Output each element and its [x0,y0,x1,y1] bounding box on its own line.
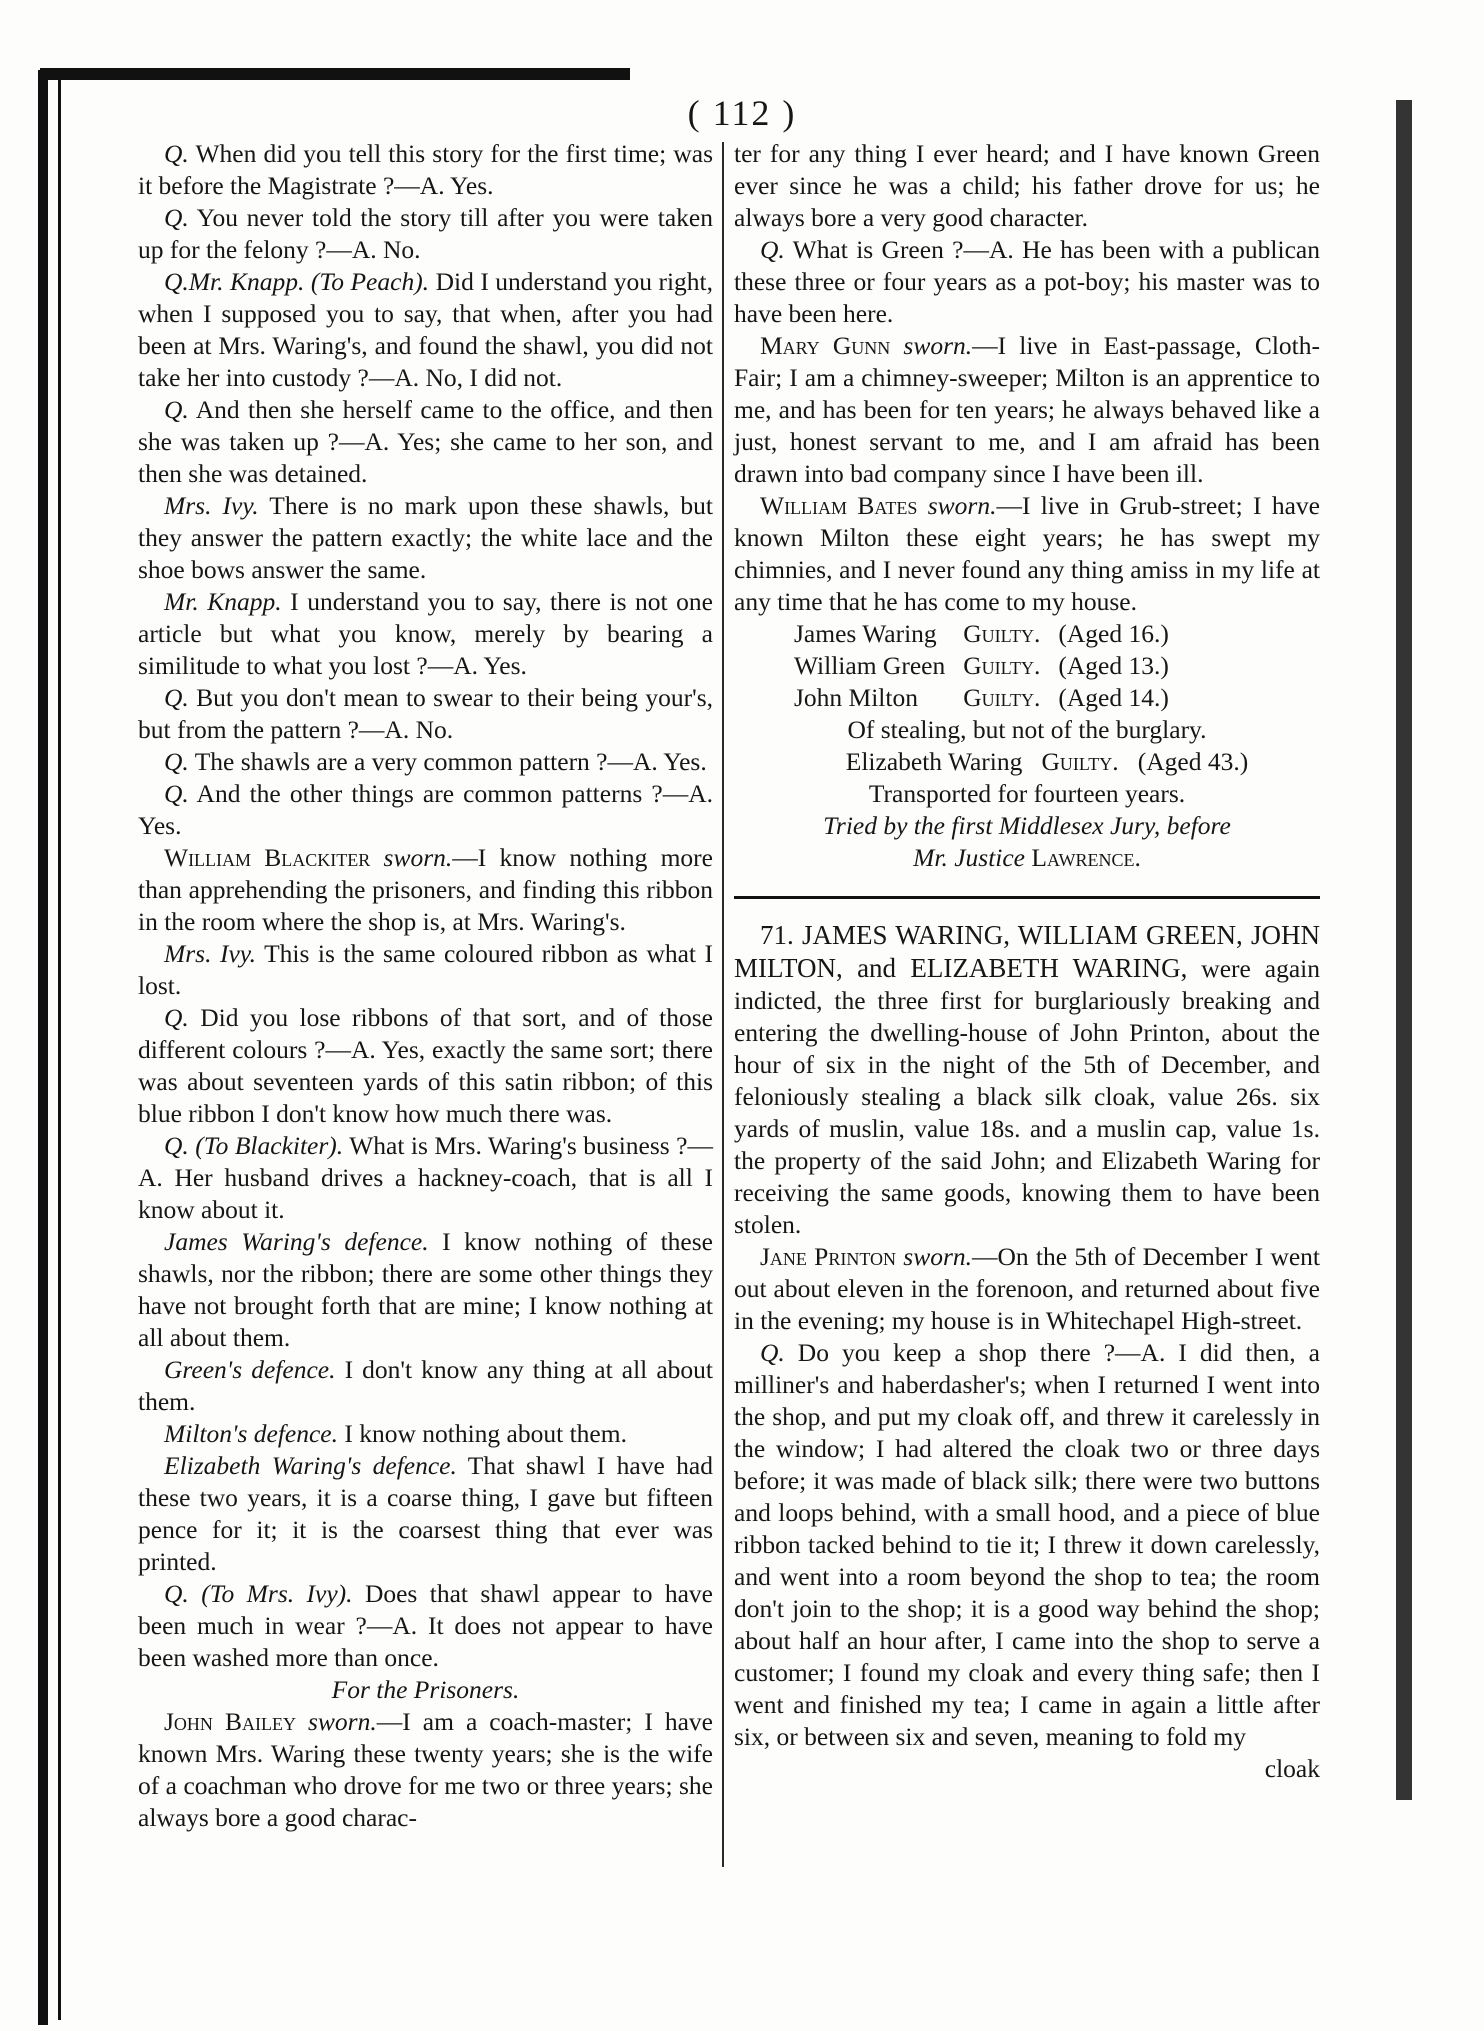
paragraph [138,586,713,682]
paragraph [734,490,1320,618]
paragraph [138,202,713,266]
speaker: Green's defence. [164,1355,336,1384]
witness-name: John Bailey [164,1707,296,1736]
paragraph [138,490,713,586]
paragraph [734,1337,1320,1753]
speaker: Mr. Knapp. [164,587,282,616]
paragraph [138,138,713,202]
question-marker: Q. [164,267,189,296]
witness-name: Jane Printon [760,1242,897,1271]
statement: This is the same coloured ribbon as what I lost. [138,939,713,1000]
section-heading: For the Prisoners. [331,1675,520,1704]
statement: Does that shawl appear to have been much in wear ?—A. It does not appear to have been washed more than once. [138,1579,713,1672]
paragraph [138,1706,713,1834]
question-marker: Q. [760,1338,785,1367]
paragraph [138,1354,713,1418]
sworn-label: sworn. [295,1707,377,1736]
statement: I don't know any thing at all about them. [138,1355,714,1416]
binding-edge-left [38,70,48,2025]
tried-judge-name: Lawrence. [1031,843,1141,872]
statement: I know nothing about them. [337,1419,627,1448]
top-rule [40,68,630,80]
paragraph [138,1578,713,1674]
case-title: 71. JAMES WARING, WILLIAM GREEN, JOHN MILTON, and ELIZABETH WARING, [734,920,1320,983]
statement: I understand you to say, there is not one article but what you know, merely by bearing a similitude to what you lost ?—A. Yes. [138,587,713,680]
section-rule [734,896,1320,899]
verdict-name: William Green [794,651,946,680]
question-marker: Q. [164,747,189,776]
tried-line-1: Tried by the first Middlesex Jury, before [823,811,1231,840]
speaker: Mr. Knapp. (To Peach). [188,267,430,296]
question-marker: Q. [760,235,785,264]
page-number: ( 112 ) [687,93,797,133]
statement: —I know nothing more than apprehending the prisoners, and finding this ribbon in the room where the shop is, at Mrs. Waring's. [138,843,713,936]
paragraph [138,842,713,938]
question-marker: Q. [164,395,189,424]
statement: But you don't mean to swear to their being your's, but from the pattern ?—A. No. [138,683,713,744]
verdict-value: Guilty. [1041,747,1119,776]
question-marker: Q. [164,1579,189,1608]
right-edge-shadow [1396,100,1412,1800]
witness-name: Mary Gunn [760,331,891,360]
statement: ter for any thing I ever heard; and I have known Green ever since he was a child; his father drove for us; he always bore a very good character. [734,139,1320,232]
verdict-verdict: Guilty. [963,619,1041,648]
statement: —I live in Grub-street; I have known Milton these eight years; he has swept my chimnies, and I never found any thing amiss in my life at any time that he has come to my house. [734,491,1320,616]
statement: When did you tell this story for the first time; was it before the Magistrate ?—A. Yes. [138,139,713,200]
speaker: Mrs. Ivy. [164,491,259,520]
question-marker: Q. [164,1003,189,1032]
question-marker: Q. [164,1131,189,1160]
catchword: cloak [1264,1754,1320,1783]
testimony-continued [734,138,1320,618]
case-text: were again indicted, the three first for burglariously breaking and entering the dwelling-house of John Printon, about the hour of six in the night of the 5th of December, and feloniously stealing a black silk cloak, value 26s. six yards of muslin, value 18s. and a muslin cap, value 1s. the property of the said John; and Elizabeth Waring for receiving the same goods, knowing them to have been stolen. [734,954,1320,1239]
sworn-label: sworn. [370,843,453,872]
verdict-verdict: Guilty. [963,651,1041,680]
paragraph [138,682,713,746]
speaker: (To Mrs. Ivy). [188,1579,353,1608]
left-column [138,138,713,1834]
paragraph [138,1130,713,1226]
paragraph [734,1241,1320,1337]
statement: Did you lose ribbons of that sort, and of those different colours ?—A. Yes, exactly the same sort; there was about seventeen yards of this satin ribbon; of this blue ribbon I don't know how much there was. [138,1003,713,1128]
verdict-row [794,618,1187,650]
statement: You never told the story till after you were taken up for the felony ?—A. No. [138,203,713,264]
statement: There is no mark upon these shawls, but they answer the pattern exactly; the white lace and the shoe bows answer the same. [138,491,714,584]
statement: And the other things are common patterns ?—A. Yes. [138,779,713,840]
statement: And then she herself came to the office, and then she was taken up ?—A. Yes; she came to her son, and then she was detained. [138,395,713,488]
question-marker: Q. [164,139,189,168]
statement: —On the 5th of December I went out about eleven in the forenoon, and returned about five in the evening; my house is in Whitechapel High-street. [734,1242,1321,1335]
question-marker: Q. [164,203,189,232]
sentence: Transported for fourteen years. [868,779,1186,808]
tried-judge-title: Mr. Justice [913,843,1032,872]
paragraph [138,938,713,1002]
verdict-name: James Waring [794,619,937,648]
speaker: Mrs. Ivy. [164,939,257,968]
sworn-label: sworn. [890,331,973,360]
statement: Do you keep a shop there ?—A. I did then, a milliner's and haberdasher's; when I returned I went into the shop, and put my cloak off, and threw it carelessly in the window; I had altered the cloak two or three days before; it was made of black silk; there were two buttons and loops behind, with a small hood, and a piece of blue ribbon tacked behind to tie it; I threw it down carelessly, and went into a room beyond the shop to tea; the room don't join to the shop; it is a good way behind the shop; about half an hour after, I came into the shop to serve a customer; I found my cloak and every thing safe; then I went and finished my tea; I came in again a little after six, or between six and seven, meaning to fold my [734,1338,1320,1751]
witness-name: William Blackiter [164,843,371,872]
paragraph [138,394,713,490]
statement: —I am a coach-master; I have known Mrs. Waring these twenty years; she is the wife of a coachman who drove for me two or three years; she always bore a good charac- [138,1707,714,1832]
tried-line-2 [734,842,1320,874]
paragraph [734,330,1320,490]
speaker: Milton's defence. [164,1419,338,1448]
paragraph [734,234,1320,330]
speaker: James Waring's defence. [164,1227,429,1256]
binding-edge-inner [58,70,61,2020]
paragraph [138,746,713,778]
speaker: Elizabeth Waring's defence. [164,1451,457,1480]
verdict-age: (Aged 43.) [1137,747,1249,776]
paragraph [138,778,713,842]
verdict-row [794,682,1187,714]
verdict-elizabeth-waring [734,746,1320,778]
paragraph [734,138,1320,234]
sworn-label: sworn. [917,491,997,520]
case-indictment [734,919,1320,1241]
paragraph [138,266,713,394]
column-divider [722,142,724,1867]
testimony-printon [734,1241,1320,1753]
statement: The shawls are a very common pattern ?—A. Yes. [188,747,707,776]
witness-name: William Bates [760,491,918,520]
statement: That shawl I have had these two years, it is a coarse thing, I gave but fifteen pence for it; it is the coarsest thing that ever was printed. [138,1451,713,1576]
verdict-verdict: Guilty. [963,683,1041,712]
verdict-row [794,650,1187,682]
statement: —I live in East-passage, Cloth-Fair; I am a chimney-sweeper; Milton is an apprentice to me, and has been for ten years; he always behaved like a just, honest servant to me, and I am afraid has been drawn into bad company since I have been ill. [734,331,1320,488]
verdict-name: John Milton [794,683,918,712]
verdict-age: (Aged 13.) [1058,651,1169,680]
speaker: (To Blackiter). [188,1131,344,1160]
question-marker: Q. [164,779,189,808]
paragraph [138,1450,713,1578]
verdict-name: Elizabeth Waring [845,747,1023,776]
sworn-label: sworn. [896,1242,973,1271]
right-column [734,138,1320,1785]
verdict-age: (Aged 14.) [1058,683,1169,712]
question-marker: Q. [164,683,189,712]
statement: What is Green ?—A. He has been with a publican these three or four years as a pot-boy; his master was to have been here. [734,235,1320,328]
statement: I know nothing of these shawls, nor the ribbon; there are some other things they have not brought forth that are mine; I know nothing at all about them. [138,1227,713,1352]
statement: Did I understand you right, when I supposed you to say, that when, after you had been at Mrs. Waring's, and found the shawl, you did not take her into custody ?—A. No, I did not. [138,267,713,392]
verdict-table [794,618,1187,714]
paragraph [138,1226,713,1354]
verdict-age: (Aged 16.) [1058,619,1169,648]
verdict-note: Of stealing, but not of the burglary. [847,715,1207,744]
statement: What is Mrs. Waring's business ?—A. Her husband drives a hackney-coach, that is all I know about it. [138,1131,713,1224]
paragraph [138,1418,713,1450]
paragraph [138,1002,713,1130]
